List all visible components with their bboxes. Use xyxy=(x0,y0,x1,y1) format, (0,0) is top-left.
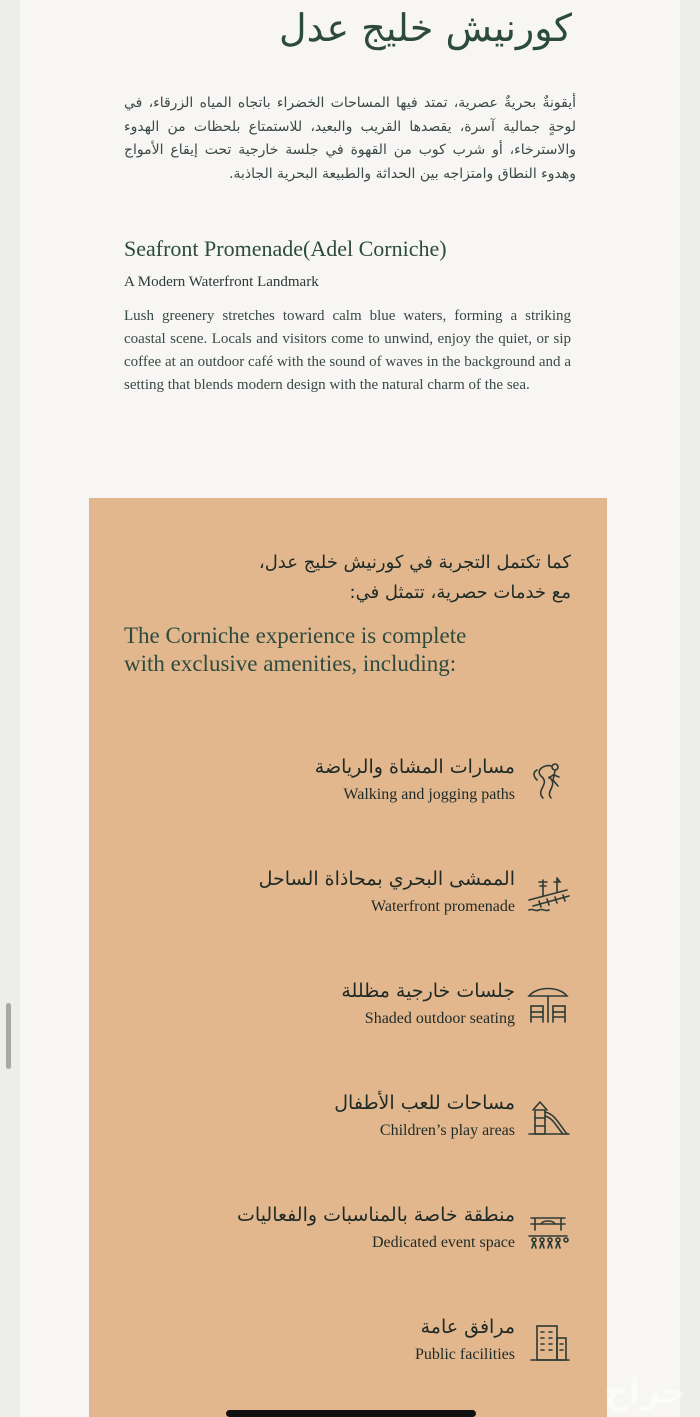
walking-path-icon xyxy=(525,758,571,804)
amenity-item xyxy=(131,752,571,818)
scrollbar-thumb[interactable] xyxy=(6,1003,11,1069)
amenity-arabic-label: جلسات خارجية مظللة xyxy=(341,980,515,1002)
amenity-english-label: Waterfront promenade xyxy=(371,898,515,915)
amenity-english-label: Children’s play areas xyxy=(379,1122,515,1139)
promenade-icon xyxy=(525,870,571,916)
amenity-arabic-label: مسارات المشاة والرياضة xyxy=(314,756,515,778)
amenity-item xyxy=(131,1200,571,1266)
amenity-english-label: Shaded outdoor seating xyxy=(364,1010,515,1027)
amenity-arabic-label: منطقة خاصة بالمناسبات والفعاليات xyxy=(237,1204,515,1226)
english-subheading: A Modern Waterfront Landmark xyxy=(124,274,319,290)
amenity-english-label: Public facilities xyxy=(415,1346,515,1363)
english-description: Lush greenery stretches toward calm blue waters, forming a striking coastal scene. Locals and visitors come to unwind, enjoy the quiet, or sip coffee at an outdoor café with the sound of waves in the background and a setting that blends modern design with the natural charm of the sea. xyxy=(124,308,571,393)
amenities-ar-line-2: مع خدمات حصرية، تتمثل في: xyxy=(349,582,571,603)
playground-icon xyxy=(525,1094,571,1140)
event-space-icon xyxy=(525,1206,571,1252)
arabic-title: كورنيش خليج عدل xyxy=(278,6,572,50)
amenity-english-label: Walking and jogging paths xyxy=(343,786,515,803)
building-icon xyxy=(525,1318,571,1364)
amenity-item xyxy=(131,864,571,930)
amenities-en-line-2: with exclusive amenities, including: xyxy=(124,651,457,676)
english-heading: Seafront Promenade(Adel Corniche) xyxy=(124,236,447,261)
amenities-panel xyxy=(89,498,607,1417)
amenity-english-label: Dedicated event space xyxy=(371,1234,515,1251)
amenity-item xyxy=(131,1088,571,1154)
page-edge-right xyxy=(680,0,700,1417)
arabic-description: أيقونةٌ بحريةٌ عصرية، تمتد فيها المساحات الخضراء باتجاه المياه الزرقاء، في لوحةٍ جمالية آسرة، يقصدها القريب والبعيد، للاستمتاع بلحظات من الهدوء والاسترخاء، أو شرب كوب من القهوة في جلسة خارجية تحت إيقاع الأمواج وهدوء النطاق وامتزاجه بين الحداثة والطبيعة البحرية الجاذبة. xyxy=(124,95,576,182)
amenity-arabic-label: مرافق عامة xyxy=(420,1316,515,1338)
shaded-seating-icon xyxy=(525,982,571,1028)
amenities-arabic-intro xyxy=(259,548,571,608)
amenity-arabic-label: الممشى البحري بمحاذاة الساحل xyxy=(258,868,515,890)
amenities-english-intro xyxy=(124,622,466,678)
amenities-ar-line-1: كما تكتمل التجربة في كورنيش خليج عدل، xyxy=(258,552,571,573)
page-edge-left xyxy=(0,0,20,1417)
amenities-en-line-1: The Corniche experience is complete xyxy=(124,623,467,648)
home-indicator[interactable] xyxy=(226,1410,476,1417)
haraj-watermark: حراج xyxy=(604,1372,686,1412)
amenity-arabic-label: مساحات للعب الأطفال xyxy=(334,1092,515,1114)
amenity-item xyxy=(131,976,571,1042)
amenity-item xyxy=(131,1312,571,1378)
